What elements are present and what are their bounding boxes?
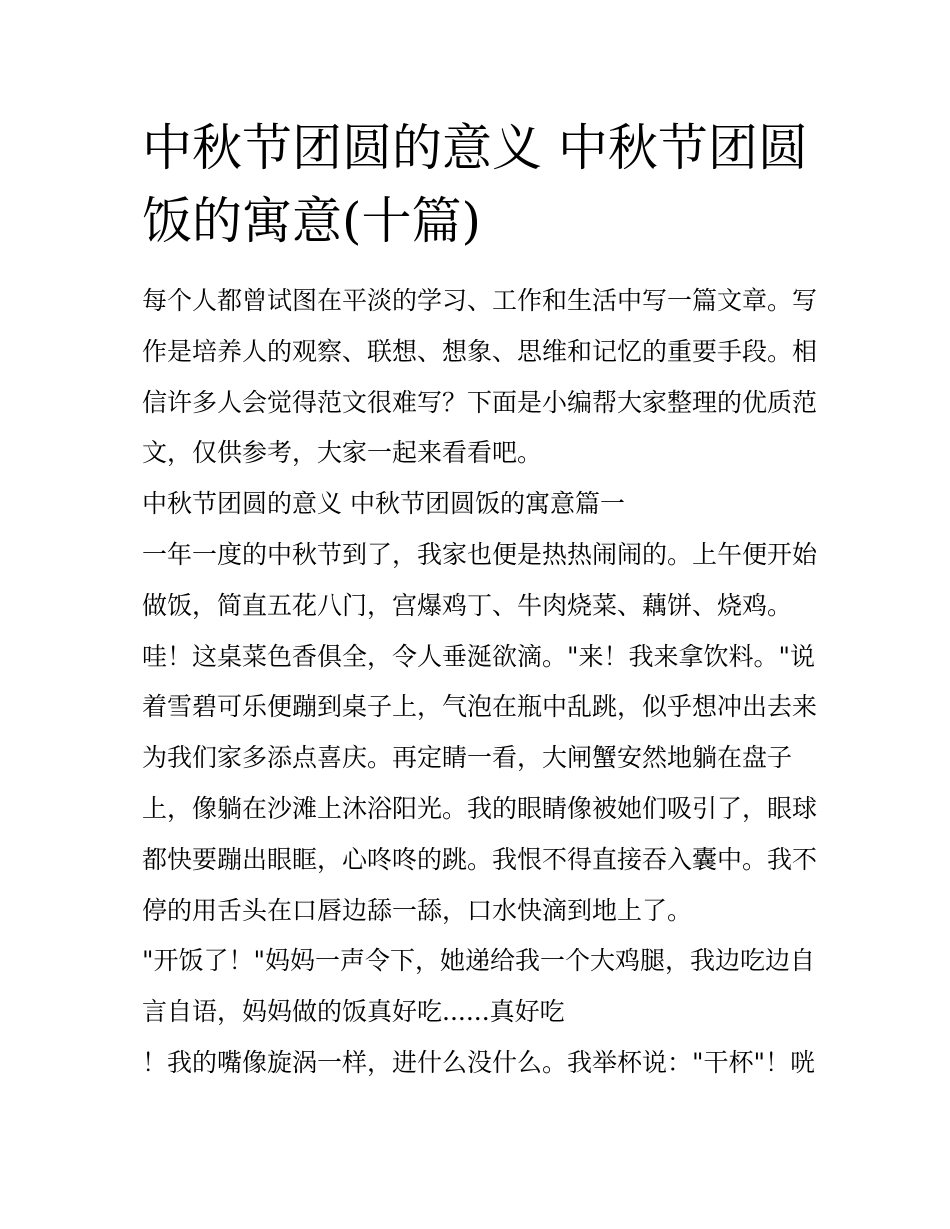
- body-line: 每个人都曾试图在平淡的学习、工作和生活中写一篇文章。写: [142, 286, 818, 315]
- body-line: 上，像躺在沙滩上沐浴阳光。我的眼睛像被她们吸引了，眼球: [142, 793, 818, 823]
- body-line: 言自语，妈妈做的饭真好吃......真好吃: [142, 997, 565, 1027]
- body-line: ！我的嘴像旋涡一样，进什么没什么。我举杯说："干杯"！咣: [142, 1047, 816, 1077]
- body-line: 都快要蹦出眼眶，心咚咚的跳。我恨不得直接吞入囊中。我不: [142, 844, 818, 874]
- document-title: [142, 112, 822, 258]
- title-line-2: 饭的寓意(十篇): [142, 192, 482, 250]
- body-line: 着雪碧可乐便蹦到桌子上，气泡在瓶中乱跳，似乎想冲出去来: [142, 692, 818, 722]
- title-line-1: 中秋节团圆的意义 中秋节团圆: [142, 119, 808, 177]
- body-line: 文，仅供参考，大家一起来看看吧。: [142, 438, 543, 468]
- document-body: [142, 282, 822, 1095]
- body-line: 做饭，简直五花八门，宫爆鸡丁、牛肉烧菜、藕饼、烧鸡。: [142, 590, 793, 620]
- body-line: 一年一度的中秋节到了，我家也便是热热闹闹的。上午便开始: [142, 539, 818, 569]
- body-line: 哇！这桌菜色香俱全，令人垂涎欲滴。"来！我来拿饮料。"说: [142, 641, 816, 671]
- body-line: 信许多人会觉得范文很难写？下面是小编帮大家整理的优质范: [142, 387, 818, 417]
- body-line: "开饭了！"妈妈一声令下，她递给我一个大鸡腿，我边吃边自: [142, 946, 816, 976]
- body-line: 作是培养人的观察、联想、想象、思维和记忆的重要手段。相: [142, 336, 818, 366]
- body-line: 停的用舌头在口唇边舔一舔，口水快滴到地上了。: [142, 895, 693, 925]
- body-line: 为我们家多添点喜庆。再定睛一看，大闸蟹安然地躺在盘子: [142, 743, 793, 773]
- section-heading: 中秋节团圆的意义 中秋节团圆饭的寓意篇一: [142, 489, 625, 519]
